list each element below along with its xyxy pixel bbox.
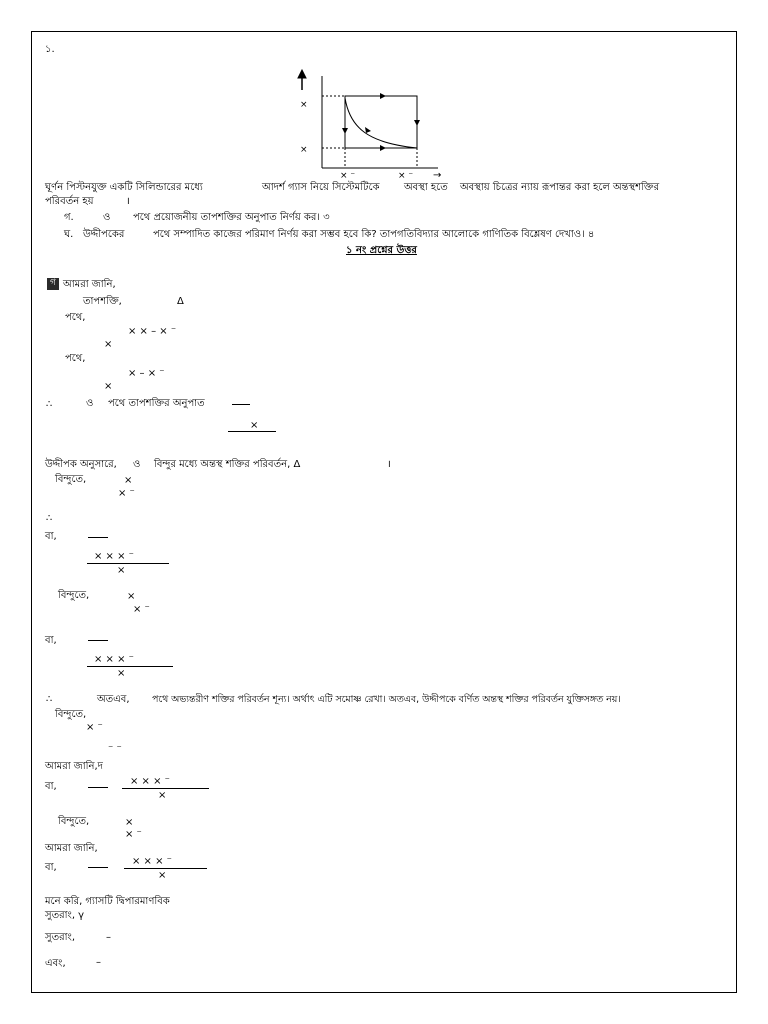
fraction-2-numerator: × × × ⁻ (94, 654, 134, 665)
path1-label: পথে, (65, 312, 86, 323)
ba-1-bar (88, 537, 108, 538)
therefore-2: ∴ (46, 513, 53, 524)
equation-2: × – × ⁻ (128, 368, 165, 379)
point1-label: বিন্দুতে, (55, 474, 87, 485)
ba-4: বা, (45, 862, 57, 873)
para2-end: । (387, 459, 391, 470)
ratio-o: ও (86, 398, 94, 409)
x-tick-2: × ⁻ (398, 171, 414, 181)
fraction-2-denominator: × (117, 668, 126, 679)
hence-2: সুতরাং, (45, 932, 75, 943)
pv-diagram (288, 68, 438, 183)
fraction-1-bar (87, 563, 169, 564)
ba-1: বা, (45, 531, 57, 542)
x-tick-1: × ⁻ (340, 171, 356, 181)
ratio-denominator: × (250, 420, 259, 431)
point2-label: বিন্দুতে, (58, 590, 90, 601)
ba-4-bar (88, 867, 108, 868)
fraction-3-numerator: × × × ⁻ (130, 776, 170, 787)
fraction-1-numerator: × × × ⁻ (94, 551, 134, 562)
equation-1b: × (104, 339, 113, 350)
fraction-4-denominator: × (158, 870, 167, 881)
fraction-3-denominator: × (158, 790, 167, 801)
arrow-bottom (380, 145, 386, 151)
ba-2-bar (88, 640, 108, 641)
ratio-fraction-bar-short (232, 404, 250, 405)
and-line: এবং, (45, 958, 66, 969)
therefore-1: ∴ (46, 399, 53, 410)
assume-line: মনে করি, গ্যাসটি দ্বিপারমাণবিক (45, 896, 170, 907)
stem-line2: পরিবর্তন হয় (45, 196, 94, 207)
ratio-text: পথে তাপশক্তির অনুপাত (108, 398, 205, 409)
stem-line1-a: ঘূর্ণন পিস্টনযুক্ত একটি সিলিন্ডারের মধ্যে (45, 182, 203, 193)
answer-heading: ১ নং প্রশ্নের উত্তর (346, 245, 417, 256)
isotherm-curve (345, 98, 417, 148)
and-value: – (96, 957, 101, 968)
point2-value-1: × (127, 591, 136, 602)
path2-label: পথে, (65, 353, 86, 364)
y-tick-1: × (300, 100, 308, 110)
ba-3: বা, (45, 781, 57, 792)
point4-label: বিন্দুতে, (58, 816, 90, 827)
question-gha-label: ঘ. (64, 229, 74, 240)
conclusion-therefore: ∴ (46, 694, 53, 705)
fraction-2-bar (87, 666, 173, 667)
question-ga-text: পথে প্রয়োজনীয় তাপশক্তির অনুপাত নির্ণয় কর। ৩ (133, 212, 330, 223)
heat-energy-label: তাপশক্তি, (83, 296, 122, 307)
para2-o: ও (133, 459, 141, 470)
point4-value-1: × (125, 817, 134, 828)
we-know-1: আমরা জানি, (63, 279, 116, 290)
point4-value-2: × ⁻ (125, 829, 142, 840)
vector-arrow: → (433, 170, 442, 181)
question-number: ১. (45, 44, 55, 55)
point2-value-2: × ⁻ (133, 604, 150, 615)
delta-symbol: Δ (177, 296, 184, 307)
question-gha-text2: পথে সম্পাদিত কাজের পরিমাণ নির্ণয় করা সম্ভব হবে কি? তাপগতিবিদ্যার আলোকে গাণিতিক বিশ্লেষণ দেখাও। ৪ (153, 229, 595, 240)
fraction-3-bar (122, 788, 209, 789)
equation-2b: × (104, 381, 113, 392)
fraction-4-numerator: × × × ⁻ (132, 856, 172, 867)
question-ga-o: ও (103, 212, 111, 223)
dashes: ⁻ ⁻ (108, 744, 122, 755)
arrow-left-down (342, 128, 348, 134)
fraction-4-bar (124, 868, 207, 869)
question-ga-label: গ. (64, 212, 74, 223)
para2-a: উদ্দীপক অনুসারে, (45, 459, 117, 470)
point1-value-1: × (124, 475, 133, 486)
point3-value: × ⁻ (86, 722, 103, 733)
stem-line1-c: অবস্থা হতে (404, 182, 448, 193)
we-know-2: আমরা জানি,দ (45, 761, 103, 772)
stem-line1-b: আদর্শ গ্যাস নিয়ে সিস্টেমটিকে (262, 182, 380, 193)
point1-value-2: × ⁻ (118, 488, 135, 499)
y-axis-arrow (298, 70, 306, 90)
hence-gamma: সুতরাং, γ (45, 910, 85, 921)
conclusion-atoeb: অতএব, (97, 694, 130, 705)
ba-3-bar (88, 787, 108, 788)
we-know-3: আমরা জানি, (45, 843, 98, 854)
arrow-curve (365, 127, 371, 133)
hence-2-value: – (106, 932, 111, 943)
answer-ga-tag: গ (47, 278, 59, 290)
ba-2: বা, (45, 635, 57, 646)
y-tick-2: × (300, 145, 308, 155)
stem-line1-d: অবস্থায় চিত্রের ন্যায় রূপান্তর করা হলে অন্তস্থশক্তির (460, 182, 660, 193)
question-gha-text: উদ্দীপকের (83, 229, 125, 240)
arrow-right-down (414, 120, 420, 126)
conclusion-text: পথে অভ্যন্তরীণ শক্তির পরিবর্তন শূন্য। অর্থাৎ এটি সমোষ্ণ রেখা। অতএব, উদ্দীপকে বর্ণিত অন্তস্থ শক্তির পরিবর্তন যুক্তিসঙ্গত নয়। (152, 694, 621, 705)
stem-line2-end: । (126, 196, 130, 207)
equation-1: × × – × ⁻ (128, 326, 177, 337)
para2-b: বিন্দুর মধ্যে অন্তস্থ শক্তির পরিবর্তন, Δ (154, 459, 301, 470)
point3-label: বিন্দুতে, (55, 709, 87, 720)
arrow-top (380, 93, 386, 99)
fraction-1-denominator: × (117, 565, 126, 576)
